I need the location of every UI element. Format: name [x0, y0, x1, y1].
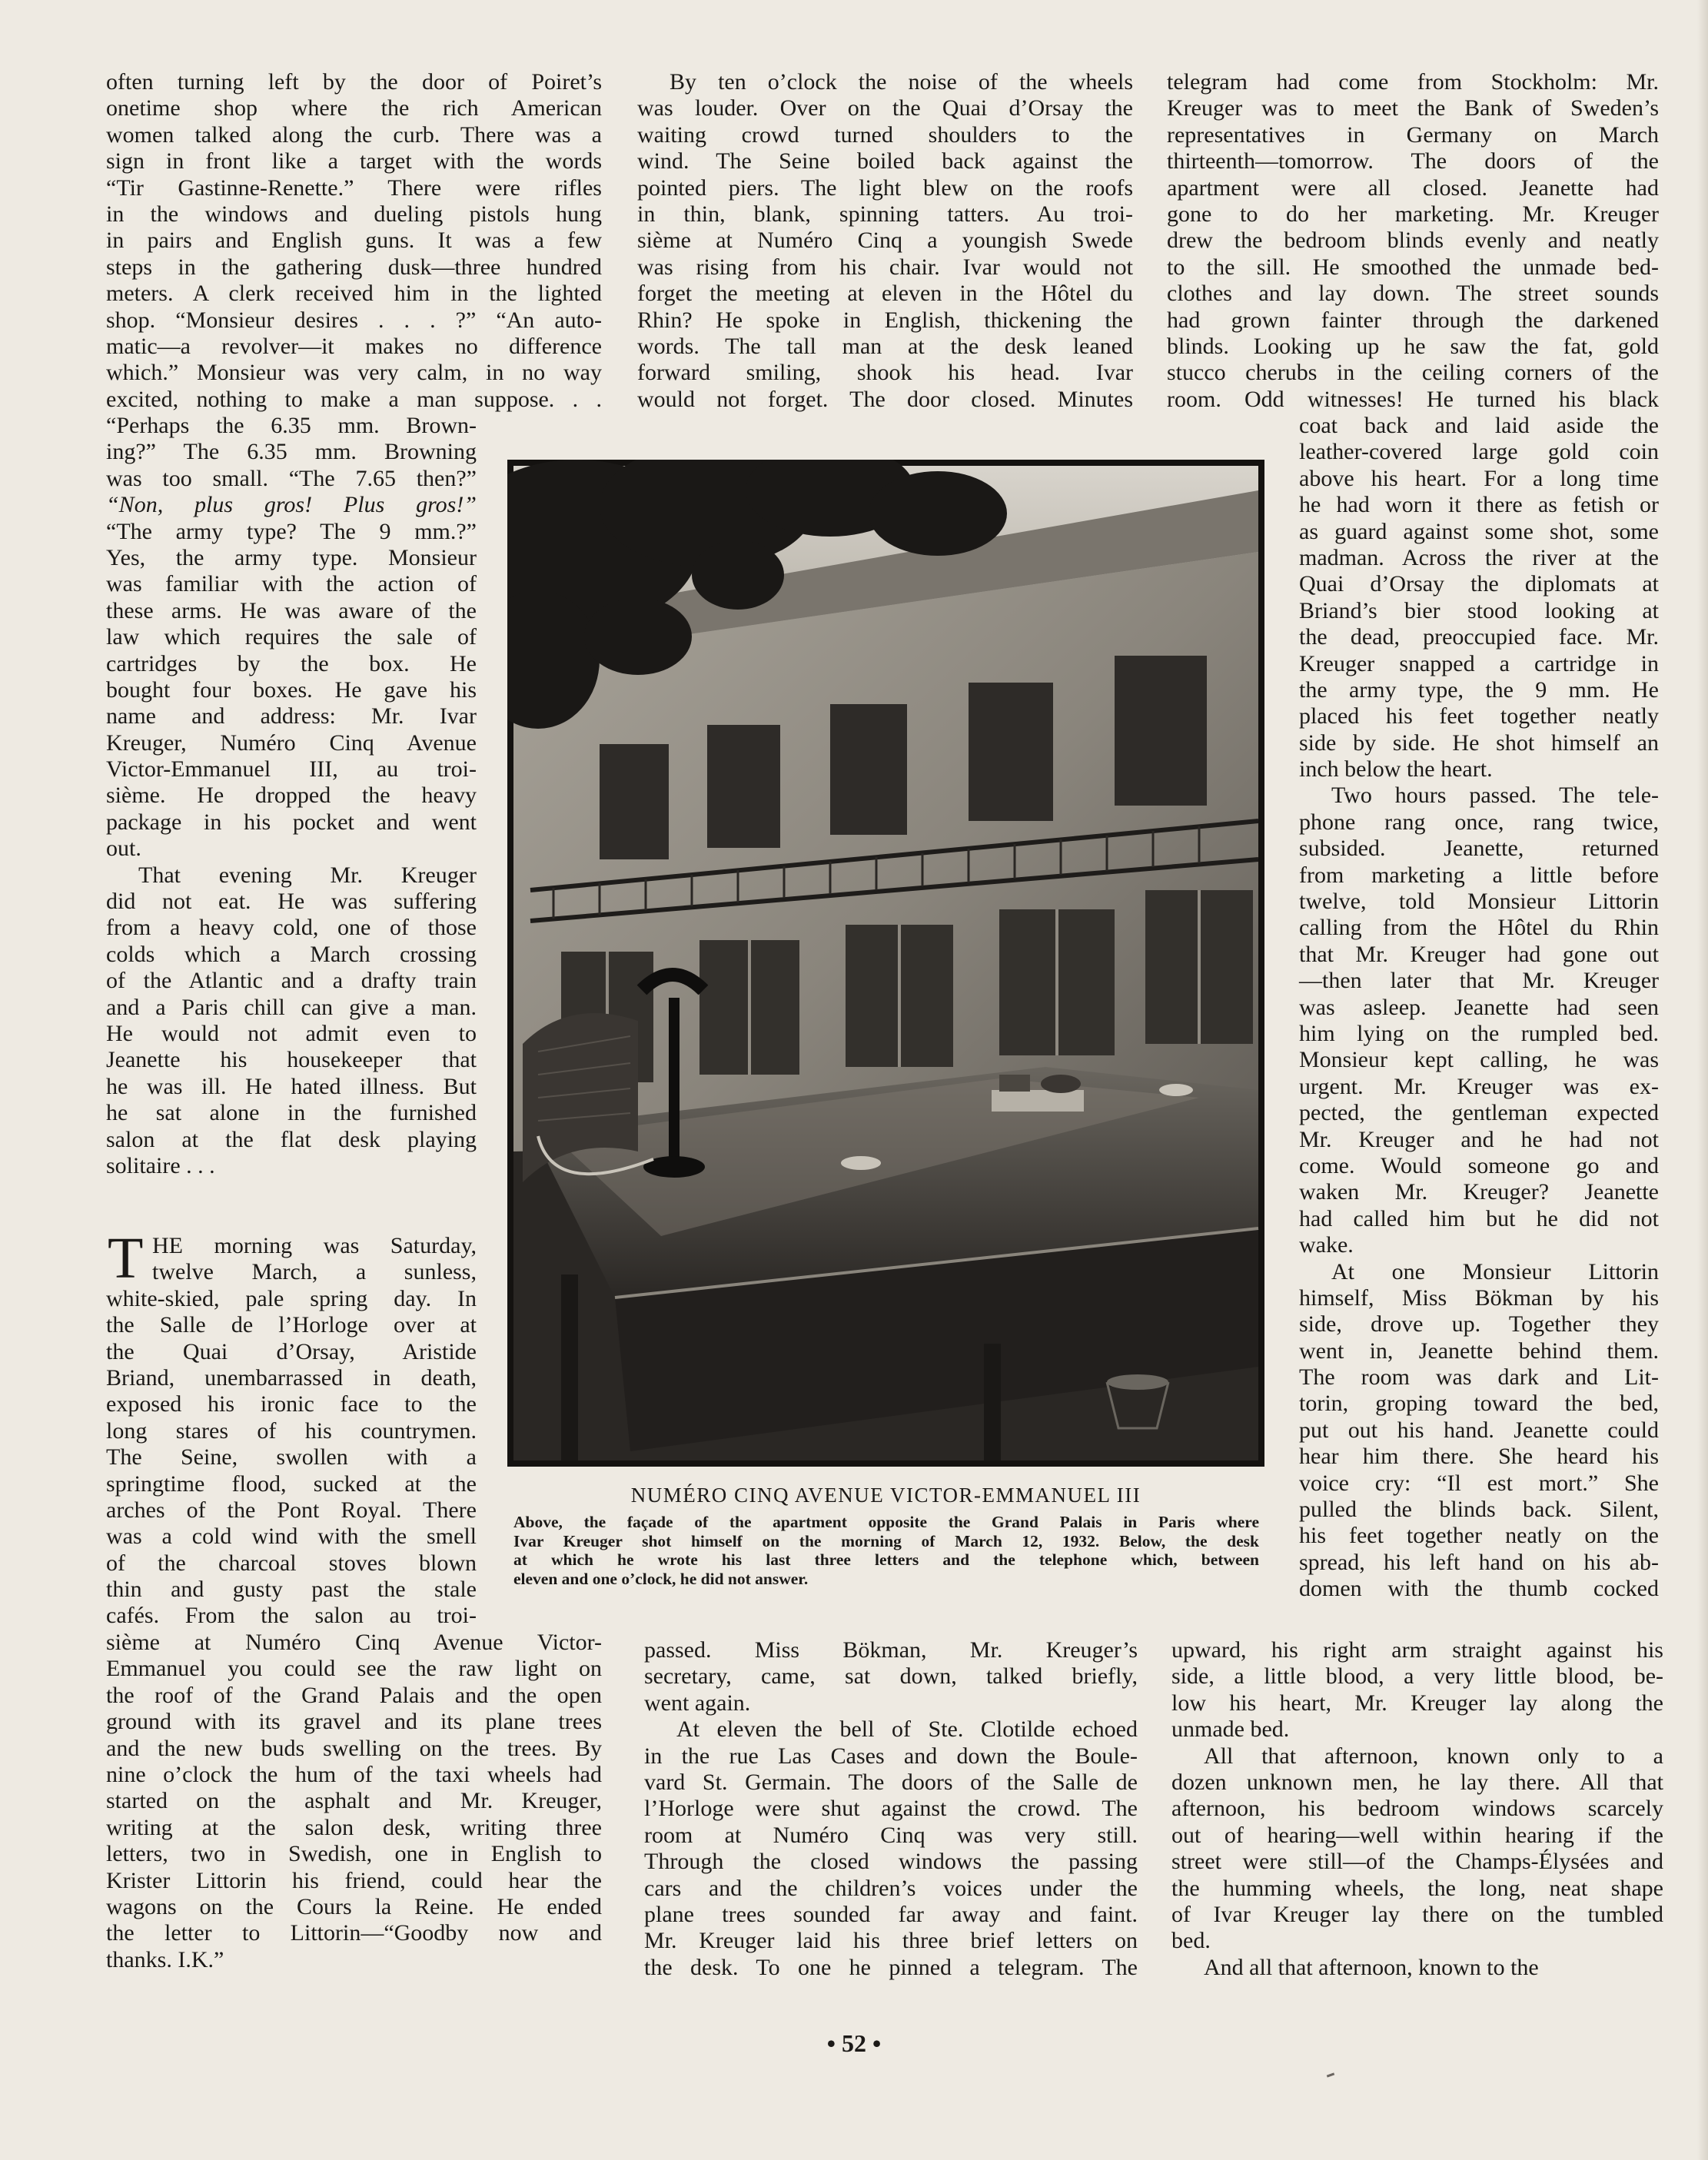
text-line: words. The tall man at the desk leaned — [637, 333, 1133, 359]
text-line: forward smiling, shook his head. Ivar — [637, 360, 1133, 386]
text-line: he sat alone in the furnished — [106, 1100, 477, 1126]
text-line: pointed piers. The light blew on the roofs — [637, 174, 1133, 201]
text-line: inch below the heart. — [1299, 756, 1493, 783]
text-line: secretary, came, sat down, talked briefly, — [644, 1663, 1138, 1690]
text-line: That evening Mr. Kreuger — [138, 862, 477, 888]
text-line: waken Mr. Kreuger? Jeanette — [1299, 1179, 1659, 1205]
text-line: of the charcoal stoves blown — [106, 1550, 477, 1576]
column3-bottom — [1171, 1637, 1663, 1981]
text-line: went in, Jeanette behind them. — [1299, 1338, 1659, 1364]
text-line: as guard against some shot, some — [1299, 518, 1659, 544]
text-line: excited, nothing to make a man suppose. . . — [106, 386, 602, 412]
text-line: And all that afternoon, known to the — [1204, 1954, 1539, 1980]
text-line: sième at Numéro Cinq a youngish Swede — [637, 228, 1133, 254]
text-line: sign in front like a target with the words — [106, 148, 602, 174]
text-line: telegram had come from Stockholm: Mr. — [1167, 69, 1659, 95]
column1-top — [106, 69, 602, 413]
column3-narrow — [1299, 413, 1659, 1603]
text-line: from marketing a little before — [1299, 862, 1659, 888]
text-line: Mr. Kreuger laid his three brief letters on — [644, 1928, 1138, 1954]
text-line: plane trees sounded far away and faint. — [644, 1901, 1138, 1927]
paper-mark — [1327, 2072, 1334, 2077]
drop-cap: T — [108, 1226, 144, 1291]
text-line: side, drove up. Together they — [1299, 1311, 1659, 1338]
text-line: Jeanette his housekeeper that — [106, 1047, 477, 1073]
text-line: apartment were all closed. Jeanette had — [1167, 174, 1659, 201]
text-line: and a Paris chill can give a man. — [106, 994, 477, 1020]
text-line: Two hours passed. The tele- — [1331, 783, 1659, 809]
text-line: calling from the Hôtel du Rhin — [1299, 915, 1659, 941]
text-line: The Seine, swollen with a — [106, 1444, 477, 1470]
text-line: went again. — [644, 1690, 751, 1716]
text-line: At eleven the bell of Ste. Clotilde echoed — [676, 1716, 1138, 1743]
text-line: Krister Littorin his friend, could hear the — [106, 1867, 602, 1893]
text-line: phone rang once, rang twice, — [1299, 809, 1659, 835]
text-line: the Quai d’Orsay, Aristide — [106, 1338, 477, 1364]
text-line: bought four boxes. He gave his — [106, 676, 477, 703]
text-line: thanks. I.K.” — [106, 1946, 224, 1972]
text-line: had called him but he did not — [1299, 1205, 1659, 1231]
column1-narrow — [106, 413, 477, 1179]
text-line: upward, his right arm straight against his — [1171, 1637, 1663, 1663]
text-line: thin and gusty past the stale — [106, 1577, 477, 1603]
text-line: the desk. To one he pinned a telegram. The — [644, 1954, 1138, 1980]
text-line: meters. A clerk received him in the lighted — [106, 281, 602, 307]
text-line: come. Would someone go and — [1299, 1152, 1659, 1178]
text-line: was a cold wind with the smell — [106, 1524, 477, 1550]
text-line: “Perhaps the 6.35 mm. Brown- — [106, 413, 477, 438]
text-line: package in his pocket and went — [106, 809, 477, 835]
text-line: “The army type? The 9 mm.?” — [106, 518, 477, 544]
text-line: the letter to Littorin—“Goodby now and — [106, 1920, 602, 1946]
column1-narrow2 — [106, 1226, 477, 1630]
text-line: Through the closed windows the passing — [644, 1849, 1138, 1875]
text-line: voice cry: “Il est mort.” She — [1299, 1470, 1659, 1496]
text-line: Kreuger was to meet the Bank of Sweden’s — [1167, 95, 1659, 121]
page-edge-shadow — [1697, 0, 1708, 2160]
text-line: waiting crowd turned shoulders to the — [637, 121, 1133, 148]
text-line: cartridges by the box. He — [106, 650, 477, 676]
text-line: started on the asphalt and Mr. Kreuger, — [106, 1788, 602, 1814]
text-line: Monsieur kept calling, he was — [1299, 1047, 1659, 1073]
text-line: wake. — [1299, 1232, 1354, 1258]
text-line: the dead, preoccupied face. Mr. — [1299, 624, 1659, 650]
text-line: in thin, blank, spinning tatters. Au troi- — [637, 201, 1133, 227]
text-line: room at Numéro Cinq was very still. — [644, 1822, 1138, 1848]
text-line: of the Atlantic and a drafty train — [106, 968, 477, 994]
text-line: would not forget. The door closed. Minutes — [637, 386, 1133, 412]
text-line: salon at the flat desk playing — [106, 1126, 477, 1152]
text-line: thirteenth—tomorrow. The doors of the — [1167, 148, 1659, 174]
text-line: out of hearing—well within hearing if the — [1171, 1822, 1663, 1848]
text-line: onetime shop where the rich American — [106, 95, 602, 121]
text-line: in the windows and dueling pistols hung — [106, 201, 602, 227]
text-line: gone to do her marketing. Mr. Kreuger — [1167, 201, 1659, 227]
text-line: letters, two in Swedish, one in English to — [106, 1841, 602, 1867]
text-line: “Tir Gastinne-Renette.” There were rifles — [106, 174, 602, 201]
text-line: spread, his left hand on his ab- — [1299, 1549, 1659, 1575]
text-line: domen with the thumb cocked — [1299, 1576, 1659, 1602]
text-line: in pairs and English guns. It was a few — [106, 228, 602, 254]
text-line: nine o’clock the hum of the taxi wheels had — [106, 1761, 602, 1787]
text-line: Rhin? He spoke in English, thickening the — [637, 307, 1133, 333]
text-line: that Mr. Kreuger had gone out — [1299, 941, 1659, 967]
caption-line: at which he wrote his last three letters and the telephone which, between — [513, 1550, 1259, 1569]
text-line: —then later that Mr. Kreuger — [1299, 968, 1659, 994]
caption-line: Above, the façade of the apartment opposite the Grand Palais in Paris where — [513, 1513, 1259, 1531]
column3-top — [1167, 69, 1659, 413]
text-line: Briand’s bier stood looking at — [1299, 597, 1659, 623]
text-line: room. Odd witnesses! He turned his black — [1167, 386, 1659, 412]
text-line: afternoon, his bedroom windows scarcely — [1171, 1796, 1663, 1822]
text-line: stucco cherubs in the ceiling corners of the — [1167, 360, 1659, 386]
text-line: was too small. “The 7.65 then?” — [106, 465, 477, 491]
text-line: of Ivar Kreuger lay there on the tumbled — [1171, 1901, 1663, 1927]
text-line: was asleep. Jeanette had seen — [1299, 994, 1659, 1020]
text-line: did not eat. He was suffering — [106, 889, 477, 915]
text-line: springtime flood, sucked at the — [106, 1470, 477, 1497]
text-line: was louder. Over on the Quai d’Orsay the — [637, 95, 1133, 121]
text-line: Yes, the army type. Monsieur — [106, 544, 477, 570]
text-line: vard St. Germain. The doors of the Salle de — [644, 1769, 1138, 1795]
text-line: and the new buds swelling on the trees. By — [106, 1735, 602, 1761]
text-line: his feet together neatly on the — [1299, 1523, 1659, 1549]
text-line: put out his hand. Jeanette could — [1299, 1417, 1659, 1443]
text-line: l’Horloge were shut against the crowd. The — [644, 1796, 1138, 1822]
photograph — [507, 460, 1264, 1467]
caption-line: eleven and one o’clock, he did not answer. — [513, 1569, 809, 1588]
text-line: representatives in Germany on March — [1167, 121, 1659, 148]
text-line: himself, Miss Bökman by his — [1299, 1284, 1659, 1311]
text-line: HE morning was Saturday, — [152, 1233, 477, 1258]
text-line: Victor-Emmanuel III, au troi- — [106, 756, 477, 783]
text-line: sième. He dropped the heavy — [106, 783, 477, 809]
text-line: coat back and laid aside the — [1299, 413, 1659, 438]
text-line: law which requires the sale of — [106, 624, 477, 650]
text-line: Mr. Kreuger and he had not — [1299, 1126, 1659, 1152]
text-line: colds which a March crossing — [106, 941, 477, 967]
text-line: clothes and lay down. The street sounds — [1167, 281, 1659, 307]
caption-title: NUMÉRO CINQ AVENUE VICTOR-EMMANUEL III — [630, 1484, 1141, 1507]
text-line: ing?” The 6.35 mm. Browning — [106, 439, 477, 465]
text-line: bed. — [1171, 1928, 1211, 1954]
text-line: wind. The Seine boiled back against the — [637, 148, 1133, 174]
text-line: leather-covered large gold coin — [1299, 439, 1659, 465]
text-line: he was ill. He hated illness. But — [106, 1073, 477, 1099]
text-line: long stares of his countrymen. — [106, 1417, 477, 1444]
text-line-italic: “Non, plus gros! Plus gros!” — [106, 492, 477, 518]
caption-text — [513, 1513, 1259, 1588]
text-line: Quai d’Orsay the diplomats at — [1299, 571, 1659, 597]
text-line: was rising from his chair. Ivar would not — [637, 254, 1133, 280]
text-line: blinds. Looking up he saw the fat, gold — [1167, 333, 1659, 359]
text-line: name and address: Mr. Ivar — [106, 703, 477, 729]
text-line: At one Monsieur Littorin — [1331, 1258, 1659, 1284]
text-line: twelve March, a sunless, — [152, 1259, 477, 1285]
text-line: in the rue Las Cases and down the Boule- — [644, 1743, 1138, 1769]
column2-top — [637, 69, 1133, 413]
text-line: writing at the salon desk, writing three — [106, 1814, 602, 1840]
text-line: subsided. Jeanette, returned — [1299, 836, 1659, 862]
text-line: passed. Miss Bökman, Mr. Kreuger’s — [644, 1637, 1138, 1663]
text-line: cars and the children’s voices under the — [644, 1875, 1138, 1901]
text-line: women talked along the curb. There was a — [106, 121, 602, 148]
text-line: from a heavy cold, one of those — [106, 915, 477, 941]
page-number: • 52 • — [826, 2029, 882, 2057]
text-line: dozen unknown men, he lay there. All that — [1171, 1769, 1663, 1795]
text-line: street were still—of the Champs-Élysées and — [1171, 1849, 1663, 1875]
text-line: He would not admit even to — [106, 1020, 477, 1046]
text-line: had grown fainter through the darkened — [1167, 307, 1659, 333]
text-line: Briand, unembarrassed in death, — [106, 1364, 477, 1391]
text-line: Emmanuel you could see the raw light on — [106, 1656, 602, 1682]
caption-line: Ivar Kreuger shot himself on the morning of March 12, 1932. Below, the desk — [513, 1531, 1259, 1550]
text-line: these arms. He was aware of the — [106, 597, 477, 623]
text-line: The room was dark and Lit- — [1299, 1364, 1659, 1391]
text-line: All that afternoon, known only to a — [1204, 1743, 1663, 1769]
text-line: hear him there. She heard his — [1299, 1444, 1659, 1470]
text-line: ground with its gravel and its plane trees — [106, 1709, 602, 1735]
column2-bottom — [644, 1637, 1138, 1981]
text-line: the humming wheels, the long, neat shape — [1171, 1875, 1663, 1901]
text-line: low his heart, Mr. Kreuger lay along the — [1171, 1690, 1663, 1716]
text-line: side by side. He shot himself an — [1299, 729, 1659, 756]
text-line: above his heart. For a long time — [1299, 465, 1659, 491]
text-line: arches of the Pont Royal. There — [106, 1497, 477, 1523]
text-line: drew the bedroom blinds evenly and neatly — [1167, 228, 1659, 254]
text-line: placed his feet together neatly — [1299, 703, 1659, 729]
text-line: exposed his ironic face to the — [106, 1391, 477, 1417]
text-line: cafés. From the salon au troi- — [106, 1603, 477, 1629]
text-line: torin, groping toward the bed, — [1299, 1391, 1659, 1417]
text-line: unmade bed. — [1171, 1716, 1290, 1743]
text-line: he had worn it there as fetish or — [1299, 492, 1659, 518]
text-line: often turning left by the door of Poiret’s — [106, 69, 602, 95]
text-line: matic—a revolver—it makes no difference — [106, 333, 602, 359]
text-line: the army type, the 9 mm. He — [1299, 676, 1659, 703]
text-line: By ten o’clock the noise of the wheels — [670, 69, 1133, 95]
text-line: Kreuger, Numéro Cinq Avenue — [106, 729, 477, 756]
text-line: which.” Monsieur was very calm, in no way — [106, 360, 602, 386]
text-line: out. — [106, 836, 141, 862]
text-line: forget the meeting at eleven in the Hôtel du — [637, 281, 1133, 307]
text-line: steps in the gathering dusk—three hundred — [106, 254, 602, 280]
text-line: to the sill. He smoothed the unmade bed- — [1167, 254, 1659, 280]
text-line: solitaire . . . — [106, 1152, 215, 1178]
text-line: the Salle de l’Horloge over at — [106, 1312, 477, 1338]
column1-bottom — [106, 1630, 602, 1973]
text-line: madman. Across the river at the — [1299, 544, 1659, 570]
text-line: sième at Numéro Cinq Avenue Victor- — [106, 1630, 602, 1655]
text-line: pulled the blinds back. Silent, — [1299, 1497, 1659, 1523]
text-line: wagons on the Cours la Reine. He ended — [106, 1893, 602, 1919]
text-line: pected, the gentleman expected — [1299, 1100, 1659, 1126]
text-line: twelve, told Monsieur Littorin — [1299, 889, 1659, 915]
text-line: side, a little blood, a very little blood, be- — [1171, 1663, 1663, 1690]
text-line: was familiar with the action of — [106, 571, 477, 597]
text-line: urgent. Mr. Kreuger was ex- — [1299, 1073, 1659, 1099]
text-line: him lying on the rumpled bed. — [1299, 1020, 1659, 1046]
text-line: Kreuger snapped a cartridge in — [1299, 650, 1659, 676]
text-line: the roof of the Grand Palais and the open — [106, 1682, 602, 1708]
text-line: white-skied, pale spring day. In — [106, 1285, 477, 1311]
text-line: shop. “Monsieur desires . . . ?” “An auto- — [106, 307, 602, 333]
